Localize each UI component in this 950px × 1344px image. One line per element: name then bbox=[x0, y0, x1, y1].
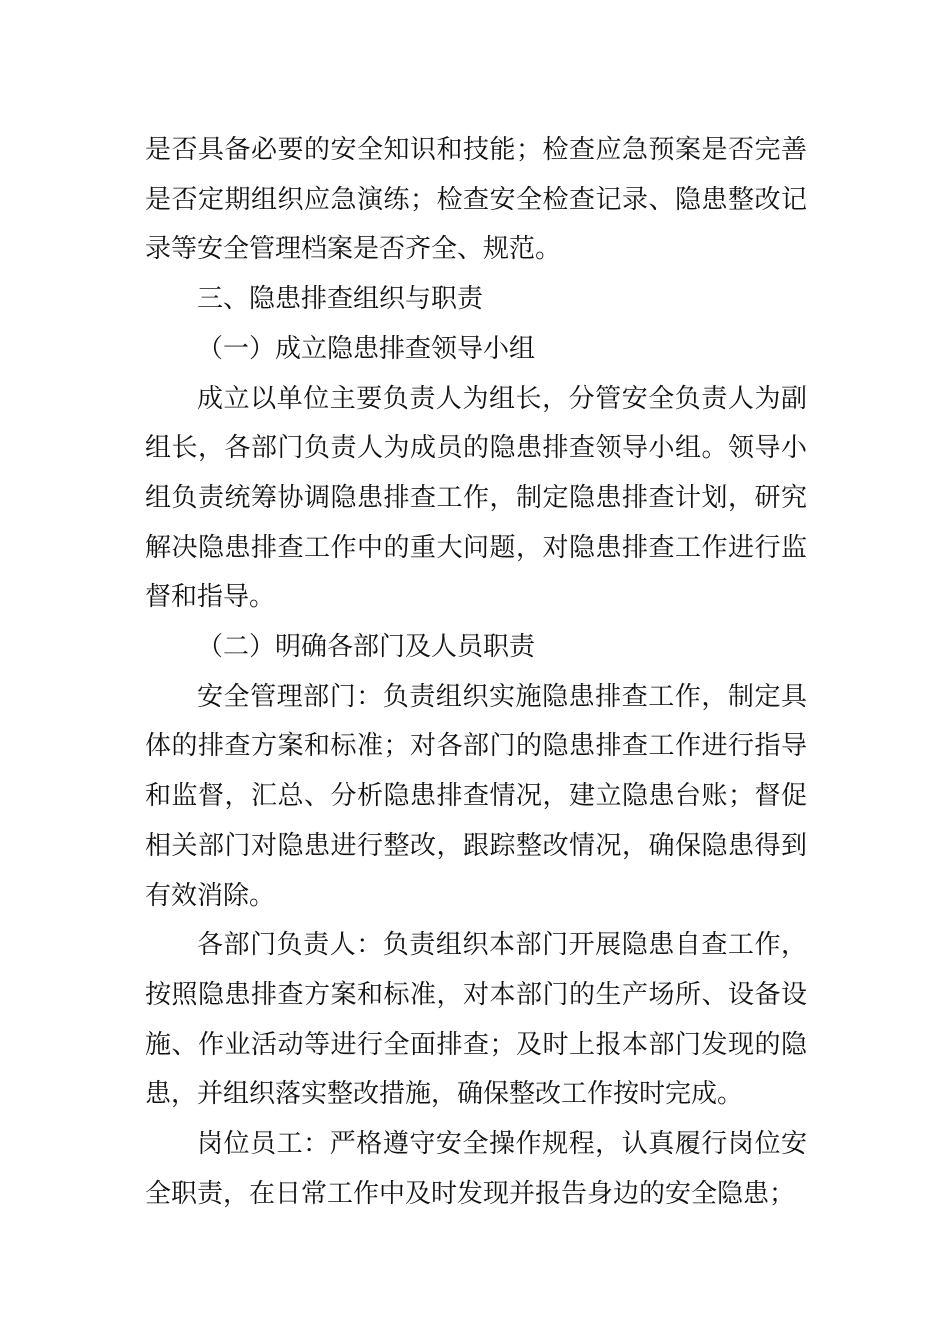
body-paragraph-staff: 岗位员工：严格遵守安全操作规程，认真履行岗位安全职责，在日常工作中及时发现并报告身边的安全隐患； bbox=[145, 1129, 807, 1209]
document-body bbox=[145, 126, 807, 1219]
section-heading: 三、隐患排查组织与职责 bbox=[197, 284, 484, 315]
subsection-heading-1: （一）成立隐患排查领导小组 bbox=[197, 333, 536, 364]
body-paragraph-dept-heads: 各部门负责人：负责组织本部门开展隐患自查工作，按照隐患排查方案和标准，对本部门的生产场所、设备设施、作业活动等进行全面排查；及时上报本部门发现的隐患，并组织落实整改措施，确保整改工作按时完成。 bbox=[145, 930, 807, 1110]
body-paragraph-continued: 是否具备必要的安全知识和技能；检查应急预案是否完善是否定期组织应急演练；检查安全检查记录、隐患整改记录等安全管理档案是否齐全、规范。 bbox=[145, 135, 807, 265]
body-paragraph-safety-dept: 安全管理部门：负责组织实施隐患排查工作，制定具体的排查方案和标准；对各部门的隐患排查工作进行指导和监督，汇总、分析隐患排查情况，建立隐患台账；督促相关部门对隐患进行整改，跟踪整改情况，确保隐患得到有效消除。 bbox=[145, 681, 807, 911]
body-paragraph-leadership-group: 成立以单位主要负责人为组长，分管安全负责人为副组长，各部门负责人为成员的隐患排查领导小组。领导小组负责统筹协调隐患排查工作，制定隐患排查计划，研究解决隐患排查工作中的重大问题，对隐患排查工作进行监督和指导。 bbox=[145, 383, 807, 613]
subsection-heading-2: （二）明确各部门及人员职责 bbox=[197, 632, 536, 663]
